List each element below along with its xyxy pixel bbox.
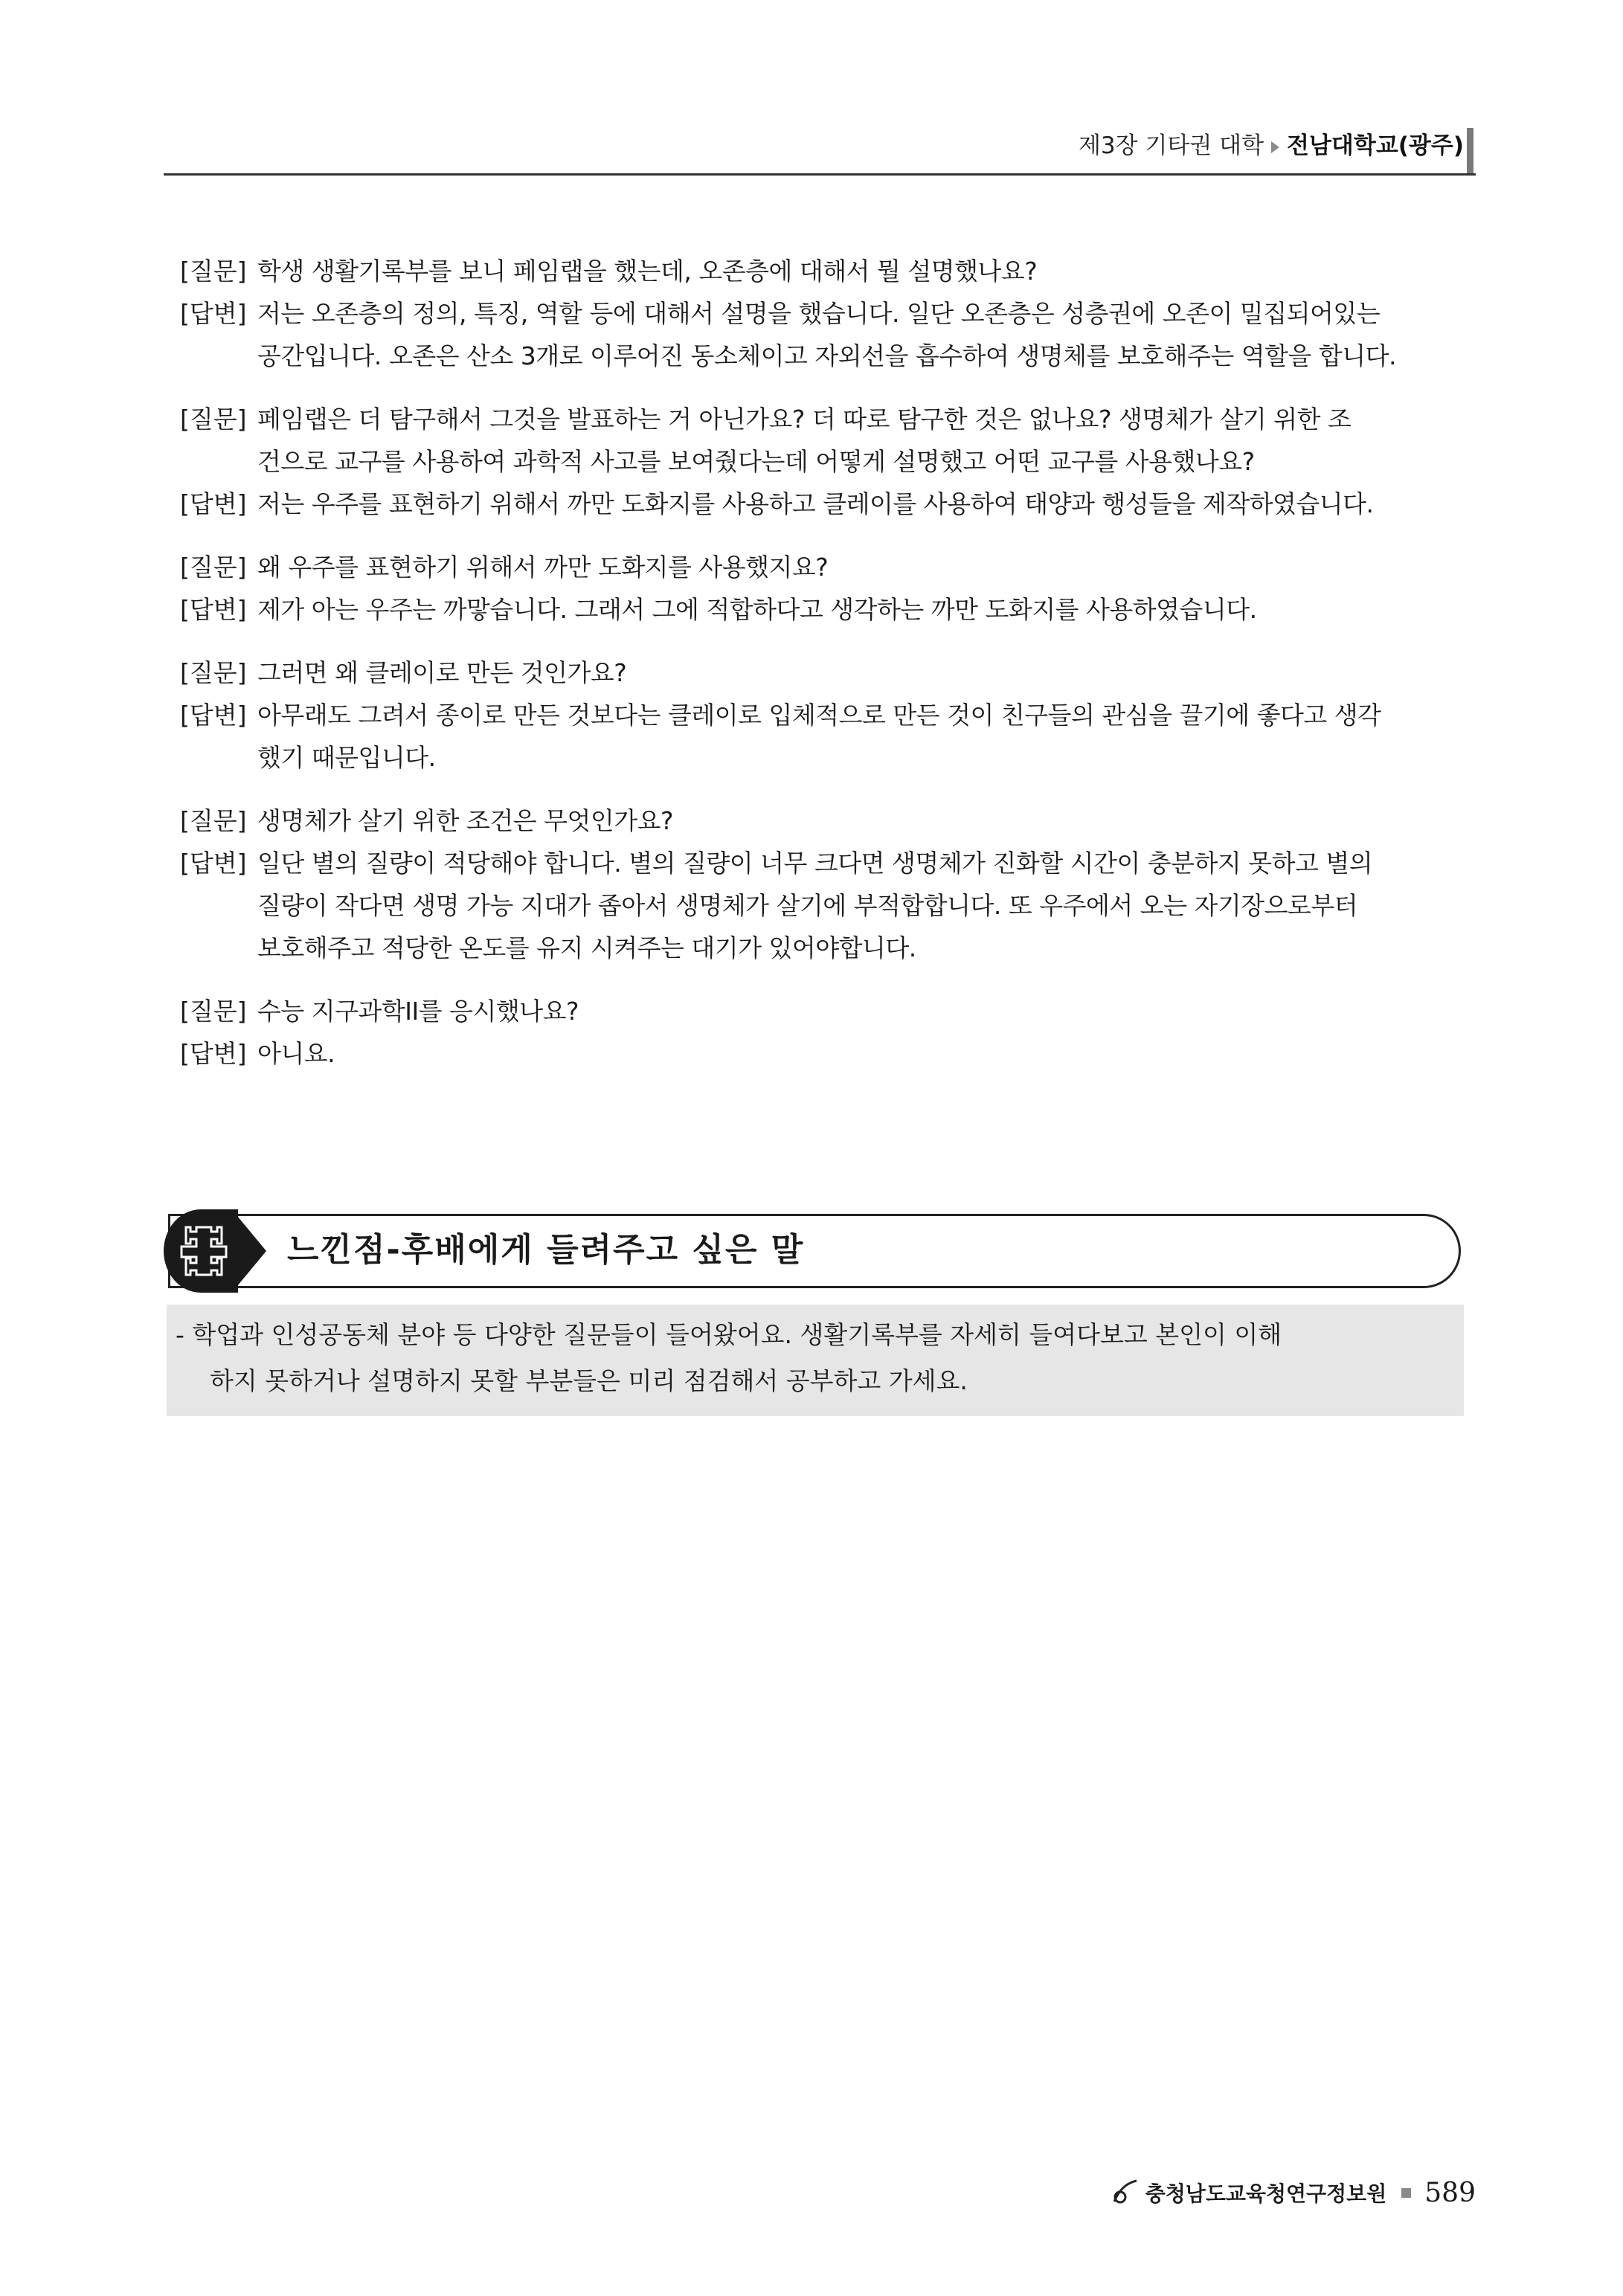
answer-tag <box>180 736 257 779</box>
question-text: 생명체가 살기 위한 조건은 무엇인가요? <box>257 806 674 835</box>
question-tag <box>180 440 257 483</box>
plus-cross-icon <box>164 1209 238 1293</box>
breadcrumb-arrow-icon <box>1271 141 1279 153</box>
answer-tag: [답변] <box>180 299 247 328</box>
header-divider <box>164 173 1476 176</box>
question-text: 그러면 왜 클레이로 만든 것인가요? <box>257 658 627 687</box>
answer-line <box>180 884 1467 927</box>
question-text: 수능 지구과학II를 응시했나요? <box>257 997 579 1026</box>
question-text: 페임랩은 더 탐구해서 그것을 발표하는 거 아닌가요? 더 따로 탐구한 것은 없나요? 생명체가 살기 위한 조 <box>257 405 1352 434</box>
answer-line <box>180 842 1467 884</box>
answer-text: 일단 별의 질량이 적당해야 합니다. 별의 질량이 너무 크다면 생명체가 진화할 시간이 충분하지 못하고 별의 <box>257 849 1373 878</box>
answer-line <box>180 1032 1467 1075</box>
header-accent-bar <box>1467 128 1473 176</box>
question-line <box>180 990 1467 1032</box>
answer-line <box>180 483 1467 525</box>
answer-text: 공간입니다. 오존은 산소 3개로 이루어진 동소체이고 자외선을 흡수하여 생명체를 보호해주는 역할을 합니다. <box>257 341 1396 370</box>
answer-text: 아무래도 그려서 종이로 만든 것보다는 클레이로 입체적으로 만든 것이 친구들의 관심을 끌기에 좋다고 생각 <box>257 701 1381 730</box>
qa-group <box>180 800 1467 969</box>
interview-qa-list <box>180 250 1467 1096</box>
question-line <box>180 546 1467 588</box>
answer-text: 했기 때문입니다. <box>257 743 436 772</box>
answer-line <box>180 736 1467 779</box>
answer-line <box>180 292 1467 335</box>
answer-text: 저는 우주를 표현하기 위해서 까만 도화지를 사용하고 클레이를 사용하여 태양과 행성들을 제작하였습니다. <box>257 489 1374 518</box>
chapter-label: 제3장 기타권 대학 <box>1078 132 1264 159</box>
answer-text: 제가 아는 우주는 까맣습니다. 그래서 그에 적합하다고 생각하는 까만 도화지를 사용하였습니다. <box>257 595 1257 624</box>
qa-group <box>180 652 1467 779</box>
question-line <box>180 652 1467 694</box>
answer-text: 저는 오존층의 정의, 특징, 역할 등에 대해서 설명을 했습니다. 일단 오존층은 성층권에 오존이 밀집되어있는 <box>257 299 1381 328</box>
question-tag: [질문] <box>180 658 247 687</box>
qa-group <box>180 546 1467 631</box>
question-tag: [질문] <box>180 257 247 286</box>
question-tag: [질문] <box>180 553 247 582</box>
question-text: 건으로 교구를 사용하여 과학적 사고를 보여줬다는데 어떻게 설명했고 어떤 교구를 사용했나요? <box>257 447 1255 476</box>
question-tag: [질문] <box>180 997 247 1026</box>
answer-tag <box>180 927 257 969</box>
answer-line <box>180 694 1467 736</box>
answer-line <box>180 927 1467 969</box>
running-header <box>1079 131 1464 161</box>
qa-group <box>180 398 1467 525</box>
question-line <box>180 440 1467 483</box>
advice-box <box>167 1305 1464 1416</box>
question-tag: [질문] <box>180 405 247 434</box>
answer-text: 질량이 작다면 생명 가능 지대가 좁아서 생명체가 살기에 부적합합니다. 또 우주에서 오는 자기장으로부터 <box>257 891 1358 920</box>
answer-tag: [답변] <box>180 701 247 730</box>
answer-tag: [답변] <box>180 1039 247 1068</box>
answer-tag <box>180 335 257 377</box>
page-number: 589 <box>1424 2177 1476 2208</box>
qa-group <box>180 250 1467 377</box>
footer-separator-square <box>1401 2188 1411 2198</box>
answer-tag: [답변] <box>180 849 247 878</box>
swoosh-logo-icon <box>1110 2176 1140 2209</box>
advice-line-1: - 학업과 인성공동체 분야 등 다양한 질문들이 들어왔어요. 생활기록부를 자세히 들여다보고 본인이 이해 <box>176 1320 1282 1349</box>
qa-group <box>180 990 1467 1075</box>
answer-tag: [답변] <box>180 595 247 624</box>
question-text: 학생 생활기록부를 보니 페임랩을 했는데, 오존층에 대해서 뭘 설명했나요? <box>257 257 1038 286</box>
advice-line-2: 하지 못하거나 설명하지 못할 부분들은 미리 점검해서 공부하고 가세요. <box>210 1366 968 1395</box>
question-tag: [질문] <box>180 806 247 835</box>
page-footer <box>1110 2176 1476 2209</box>
question-line <box>180 398 1467 440</box>
publisher-name: 충청남도교육청연구정보원 <box>1145 2181 1387 2206</box>
answer-line <box>180 335 1467 377</box>
answer-text: 보호해주고 적당한 온도를 유지 시켜주는 대기가 있어야합니다. <box>257 933 916 962</box>
question-line <box>180 250 1467 292</box>
answer-tag <box>180 884 257 927</box>
answer-line <box>180 588 1467 631</box>
university-label: 전남대학교(광주) <box>1287 132 1464 159</box>
answer-tag: [답변] <box>180 489 247 518</box>
answer-text: 아니요. <box>257 1039 335 1068</box>
section-title: 느낀점-후배에게 들려주고 싶은 말 <box>287 1231 805 1269</box>
question-text: 왜 우주를 표현하기 위해서 까만 도화지를 사용했지요? <box>257 553 829 582</box>
question-line <box>180 800 1467 842</box>
